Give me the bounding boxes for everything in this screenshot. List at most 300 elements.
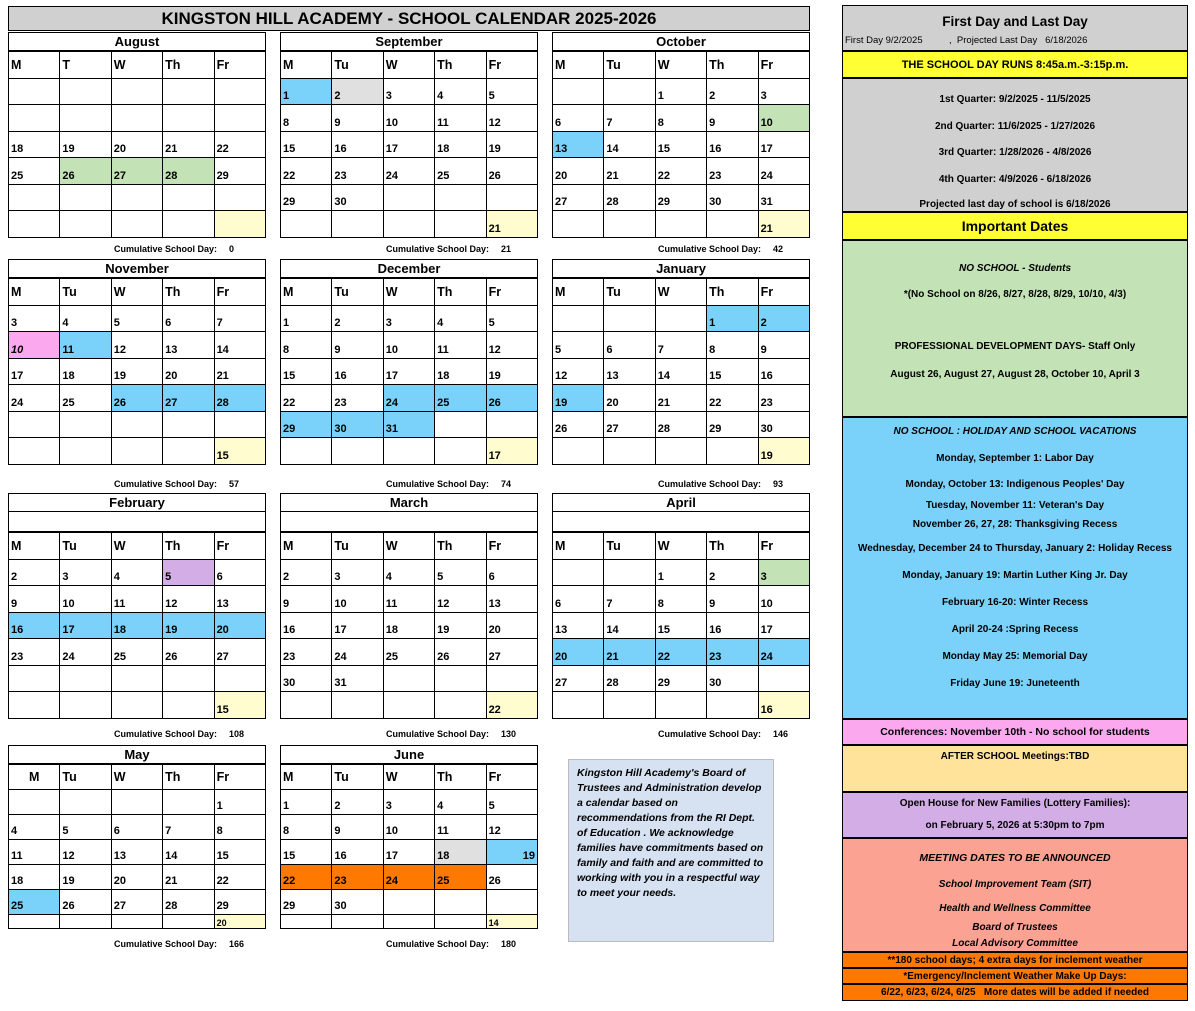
weekday-header: T xyxy=(60,52,111,79)
day-cell: 17 xyxy=(332,612,383,639)
day-cell xyxy=(383,692,434,719)
day-cell: 17 xyxy=(60,612,111,639)
day-cell: 28 xyxy=(214,385,265,412)
day-cell: 26 xyxy=(60,158,111,185)
weekday-header: W xyxy=(383,52,434,79)
day-cell: 8 xyxy=(281,332,332,359)
day-cell: 9 xyxy=(332,332,383,359)
week-row xyxy=(9,211,266,238)
day-cell: 11 xyxy=(111,586,162,613)
day-cell: 18 xyxy=(435,131,486,158)
day-cell xyxy=(604,78,655,105)
day-cell xyxy=(604,305,655,332)
day-cell: 9 xyxy=(9,586,60,613)
monthly-day-count: 19 xyxy=(758,438,809,465)
open-house-line-2: on February 5, 2026 at 5:30pm to 7pm xyxy=(925,820,1105,831)
day-cell xyxy=(60,105,111,132)
week-row xyxy=(281,612,538,639)
weekday-header: Fr xyxy=(758,52,809,79)
day-cell xyxy=(111,411,162,438)
day-cell: 31 xyxy=(332,665,383,692)
day-cell xyxy=(383,915,434,929)
day-cell: 2 xyxy=(707,559,758,586)
cumulative-value: 166 xyxy=(229,939,245,949)
day-cell: 23 xyxy=(281,639,332,666)
day-cell: 4 xyxy=(435,790,486,815)
week-row xyxy=(281,790,538,815)
day-cell: 21 xyxy=(163,131,214,158)
week-row xyxy=(281,840,538,865)
day-cell: 17 xyxy=(383,358,434,385)
weekday-header: Fr xyxy=(486,533,537,560)
day-cell: 25 xyxy=(9,890,60,915)
day-cell xyxy=(655,305,706,332)
day-cell: 27 xyxy=(486,639,537,666)
day-cell: 28 xyxy=(655,411,706,438)
day-cell: 22 xyxy=(707,385,758,412)
day-cell: 9 xyxy=(707,105,758,132)
meeting-item: Local Advisory Committee xyxy=(952,938,1078,949)
week-row xyxy=(553,411,810,438)
month-name: October xyxy=(552,32,810,51)
day-cell: 22 xyxy=(655,639,706,666)
weekday-header: Th xyxy=(163,279,214,306)
day-cell: 17 xyxy=(758,612,809,639)
holiday-item: Monday May 25: Memorial Day xyxy=(942,651,1088,662)
week-row xyxy=(553,305,810,332)
day-cell: 2 xyxy=(332,305,383,332)
projected-last-day: Projected last day of school is 6/18/2026 xyxy=(919,199,1111,210)
day-cell xyxy=(435,211,486,238)
day-cell: 29 xyxy=(214,158,265,185)
day-cell xyxy=(111,790,162,815)
day-cell: 9 xyxy=(707,586,758,613)
weekday-header: Tu xyxy=(332,533,383,560)
weekday-header: Fr xyxy=(758,279,809,306)
day-cell: 16 xyxy=(707,612,758,639)
cumulative-school-days xyxy=(658,244,783,254)
meetings-title: MEETING DATES TO BE ANNOUNCED xyxy=(919,852,1111,864)
week-row xyxy=(281,438,538,465)
day-cell: 24 xyxy=(383,865,434,890)
weekday-header-row xyxy=(9,52,266,79)
no-school-students-dates: *(No School on 8/26, 8/27, 8/28, 8/29, 10/10, 4/3) xyxy=(903,289,1127,300)
pd-days-dates: August 26, August 27, August 28, October 10, April 3 xyxy=(890,369,1140,380)
day-cell: 22 xyxy=(655,158,706,185)
day-cell: 11 xyxy=(9,840,60,865)
weekday-header: M xyxy=(553,279,604,306)
quarter-1: 1st Quarter: 9/2/2025 - 11/5/2025 xyxy=(939,94,1091,105)
cumulative-school-days xyxy=(114,244,234,254)
cumulative-school-days xyxy=(114,479,239,489)
day-cell: 21 xyxy=(604,639,655,666)
day-cell: 28 xyxy=(163,158,214,185)
holiday-item: February 16-20: Winter Recess xyxy=(941,597,1089,608)
day-cell: 12 xyxy=(435,586,486,613)
day-cell xyxy=(60,790,111,815)
day-cell xyxy=(655,438,706,465)
day-cell: 15 xyxy=(655,131,706,158)
cumulative-school-days xyxy=(386,479,511,489)
day-cell: 27 xyxy=(553,665,604,692)
month-grid xyxy=(8,532,266,719)
conferences-box: Conferences: November 10th - No school for students xyxy=(842,719,1188,745)
month-grid xyxy=(552,532,810,719)
week-row xyxy=(281,184,538,211)
weekday-header-row xyxy=(281,279,538,306)
day-cell xyxy=(111,211,162,238)
holiday-item: Friday June 19: Juneteenth xyxy=(950,678,1080,689)
day-cell: 4 xyxy=(435,78,486,105)
cumulative-value: 42 xyxy=(773,244,784,254)
month-june xyxy=(280,745,538,929)
week-row xyxy=(9,815,266,840)
day-cell xyxy=(281,211,332,238)
day-cell xyxy=(9,184,60,211)
day-cell xyxy=(758,665,809,692)
day-cell: 28 xyxy=(604,665,655,692)
day-cell: 21 xyxy=(163,865,214,890)
weekday-header: W xyxy=(655,533,706,560)
weekday-header: Tu xyxy=(332,765,383,790)
day-cell: 20 xyxy=(214,612,265,639)
quarter-3: 3rd Quarter: 1/28/2026 - 4/8/2026 xyxy=(938,147,1092,158)
cumulative-label: Cumulative School Day: xyxy=(114,479,218,489)
week-row xyxy=(9,840,266,865)
day-cell: 24 xyxy=(383,385,434,412)
weekday-header: M xyxy=(281,279,332,306)
day-cell: 22 xyxy=(214,865,265,890)
week-row xyxy=(9,692,266,719)
day-cell: 22 xyxy=(281,865,332,890)
day-cell: 4 xyxy=(111,559,162,586)
day-cell: 12 xyxy=(553,358,604,385)
week-row xyxy=(9,385,266,412)
day-cell: 24 xyxy=(758,639,809,666)
weekday-header: Fr xyxy=(214,279,265,306)
month-august xyxy=(8,32,266,238)
day-cell: 10 xyxy=(758,105,809,132)
day-cell xyxy=(553,438,604,465)
day-cell: 13 xyxy=(214,586,265,613)
day-cell: 29 xyxy=(655,665,706,692)
day-cell: 27 xyxy=(163,385,214,412)
weekday-header: Th xyxy=(707,279,758,306)
weekday-header: M xyxy=(281,52,332,79)
week-row xyxy=(281,105,538,132)
day-cell: 3 xyxy=(383,78,434,105)
day-cell: 15 xyxy=(281,840,332,865)
day-cell: 18 xyxy=(435,358,486,385)
day-cell: 10 xyxy=(758,586,809,613)
day-cell: 8 xyxy=(281,105,332,132)
month-name: December xyxy=(280,259,538,278)
weekday-header: M xyxy=(9,533,60,560)
weekday-header: Th xyxy=(163,533,214,560)
month-november xyxy=(8,259,266,465)
week-row xyxy=(281,639,538,666)
week-row xyxy=(9,865,266,890)
month-january xyxy=(552,259,810,465)
month-name: January xyxy=(552,259,810,278)
week-row xyxy=(281,411,538,438)
day-cell xyxy=(60,411,111,438)
day-cell xyxy=(60,665,111,692)
day-cell: 20 xyxy=(486,612,537,639)
day-cell: 31 xyxy=(758,184,809,211)
day-cell: 24 xyxy=(332,639,383,666)
day-cell: 6 xyxy=(214,559,265,586)
week-row xyxy=(281,586,538,613)
first-last-line: First Day 9/2/2025 , Projected Last Day 6/18/2026 xyxy=(845,35,1088,46)
day-cell: 8 xyxy=(281,815,332,840)
month-grid xyxy=(280,51,538,238)
week-row xyxy=(9,332,266,359)
day-cell: 6 xyxy=(163,305,214,332)
day-cell: 30 xyxy=(281,665,332,692)
day-cell: 10 xyxy=(383,105,434,132)
day-cell: 9 xyxy=(332,815,383,840)
weekday-header: M xyxy=(9,279,60,306)
week-row xyxy=(9,305,266,332)
day-cell: 19 xyxy=(553,385,604,412)
monthly-day-count: 21 xyxy=(758,211,809,238)
weekday-header-row xyxy=(9,533,266,560)
day-cell: 17 xyxy=(758,131,809,158)
weekday-header-row xyxy=(281,765,538,790)
weekday-header: Fr xyxy=(214,765,265,790)
footer-note-2: *Emergency/Inclement Weather Make Up Days: xyxy=(842,968,1188,984)
holidays-box xyxy=(842,417,1188,719)
important-dates-header: Important Dates xyxy=(842,212,1188,240)
day-cell: 27 xyxy=(214,639,265,666)
day-cell xyxy=(486,890,537,915)
month-name: August xyxy=(8,32,266,51)
day-cell: 10 xyxy=(60,586,111,613)
day-cell xyxy=(486,411,537,438)
monthly-day-count: 21 xyxy=(486,211,537,238)
day-cell: 7 xyxy=(604,105,655,132)
day-cell xyxy=(707,692,758,719)
day-cell xyxy=(163,692,214,719)
week-row xyxy=(9,131,266,158)
day-cell xyxy=(281,692,332,719)
weekday-header: Tu xyxy=(60,533,111,560)
day-cell: 20 xyxy=(111,131,162,158)
day-cell: 14 xyxy=(655,358,706,385)
day-cell: 15 xyxy=(655,612,706,639)
day-cell: 7 xyxy=(214,305,265,332)
day-cell: 30 xyxy=(758,411,809,438)
cumulative-school-days xyxy=(386,244,511,254)
day-cell: 29 xyxy=(281,184,332,211)
month-name: May xyxy=(8,745,266,764)
week-row xyxy=(9,105,266,132)
weekday-header-row xyxy=(9,279,266,306)
weekday-header: Th xyxy=(435,52,486,79)
day-cell xyxy=(111,438,162,465)
day-cell: 3 xyxy=(383,790,434,815)
day-cell: 26 xyxy=(486,385,537,412)
day-cell: 20 xyxy=(553,158,604,185)
cumulative-value: 74 xyxy=(501,479,512,489)
day-cell: 12 xyxy=(486,332,537,359)
day-cell: 15 xyxy=(281,358,332,385)
day-cell xyxy=(60,915,111,929)
weekday-header: Tu xyxy=(604,533,655,560)
cumulative-label: Cumulative School Day: xyxy=(386,939,490,949)
day-cell: 25 xyxy=(435,158,486,185)
week-row xyxy=(553,105,810,132)
day-cell: 3 xyxy=(9,305,60,332)
day-cell: 11 xyxy=(383,586,434,613)
week-row xyxy=(9,559,266,586)
week-row xyxy=(281,305,538,332)
week-row xyxy=(9,78,266,105)
cumulative-label: Cumulative School Day: xyxy=(658,479,762,489)
weekday-header: Fr xyxy=(214,52,265,79)
day-cell xyxy=(553,78,604,105)
day-cell: 2 xyxy=(332,790,383,815)
day-cell xyxy=(435,665,486,692)
cumulative-value: 57 xyxy=(229,479,240,489)
day-cell: 1 xyxy=(281,790,332,815)
day-cell: 5 xyxy=(486,305,537,332)
day-cell: 5 xyxy=(435,559,486,586)
day-cell xyxy=(9,78,60,105)
month-name: February xyxy=(8,493,266,512)
day-cell: 11 xyxy=(60,332,111,359)
day-cell: 29 xyxy=(281,411,332,438)
day-cell: 17 xyxy=(383,840,434,865)
open-house-box xyxy=(842,792,1188,838)
day-cell xyxy=(9,411,60,438)
cumulative-school-days xyxy=(114,729,244,739)
day-cell: 26 xyxy=(111,385,162,412)
day-cell: 13 xyxy=(486,586,537,613)
day-cell xyxy=(163,790,214,815)
weekday-header: M xyxy=(553,533,604,560)
cumulative-school-days xyxy=(114,939,244,949)
holiday-item: November 26, 27, 28: Thanksgiving Recess xyxy=(912,519,1118,530)
weekday-header-row xyxy=(9,765,266,790)
day-cell: 4 xyxy=(60,305,111,332)
no-school-students-title: NO SCHOOL - Students xyxy=(958,263,1072,274)
day-cell: 26 xyxy=(435,639,486,666)
cumulative-label: Cumulative School Day: xyxy=(658,244,762,254)
weekday-header: Th xyxy=(707,533,758,560)
weekday-header-row xyxy=(553,533,810,560)
week-row xyxy=(281,692,538,719)
day-cell xyxy=(214,411,265,438)
day-cell: 19 xyxy=(435,612,486,639)
weekday-header-row xyxy=(553,52,810,79)
day-cell: 16 xyxy=(281,612,332,639)
day-cell: 8 xyxy=(655,105,706,132)
day-cell xyxy=(707,211,758,238)
day-cell xyxy=(435,915,486,929)
month-name: March xyxy=(280,493,538,512)
week-row xyxy=(281,211,538,238)
day-cell xyxy=(604,559,655,586)
week-row xyxy=(553,332,810,359)
week-row xyxy=(553,438,810,465)
pd-days-title: PROFESSIONAL DEVELOPMENT DAYS- Staff Only xyxy=(894,341,1136,352)
meeting-item: Health and Wellness Committee xyxy=(939,903,1091,914)
day-cell: 1 xyxy=(655,78,706,105)
week-row xyxy=(553,559,810,586)
day-cell xyxy=(111,665,162,692)
weekday-header: Th xyxy=(163,765,214,790)
day-cell: 3 xyxy=(60,559,111,586)
meeting-item: Board of Trustees xyxy=(972,922,1058,933)
day-cell: 29 xyxy=(214,890,265,915)
cumulative-value: 108 xyxy=(229,729,245,739)
day-cell: 23 xyxy=(9,639,60,666)
day-cell: 27 xyxy=(553,184,604,211)
day-cell: 18 xyxy=(9,865,60,890)
cumulative-value: 93 xyxy=(773,479,784,489)
day-cell: 16 xyxy=(332,840,383,865)
week-row xyxy=(553,639,810,666)
weekday-header: Fr xyxy=(758,533,809,560)
day-cell: 23 xyxy=(758,385,809,412)
day-cell: 2 xyxy=(758,305,809,332)
week-row xyxy=(281,865,538,890)
first-last-day-box xyxy=(842,5,1188,51)
day-cell: 14 xyxy=(604,131,655,158)
weekday-header: W xyxy=(111,765,162,790)
day-cell: 28 xyxy=(604,184,655,211)
day-cell: 23 xyxy=(707,158,758,185)
week-row xyxy=(553,184,810,211)
cumulative-value: 146 xyxy=(773,729,789,739)
day-cell: 14 xyxy=(214,332,265,359)
day-cell: 6 xyxy=(111,815,162,840)
holiday-item: Monday, September 1: Labor Day xyxy=(936,453,1094,464)
day-cell xyxy=(214,105,265,132)
day-cell xyxy=(9,915,60,929)
day-cell: 1 xyxy=(281,78,332,105)
day-cell: 20 xyxy=(111,865,162,890)
calendar-title: KINGSTON HILL ACADEMY - SCHOOL CALENDAR 2025-2026 xyxy=(8,6,810,31)
day-cell: 7 xyxy=(655,332,706,359)
cumulative-label: Cumulative School Day: xyxy=(386,479,490,489)
day-cell xyxy=(553,211,604,238)
day-cell: 24 xyxy=(383,158,434,185)
day-cell: 25 xyxy=(435,385,486,412)
board-note: Kingston Hill Academy's Board of Trustees and Administration develop a calendar based on recommendations from the RI Dept. of Education . We acknowledge families have commitments based on family and faith and are committed to working with you in a respectful way to meet your needs. xyxy=(568,759,774,942)
day-cell xyxy=(9,105,60,132)
day-cell: 13 xyxy=(604,358,655,385)
day-cell: 6 xyxy=(553,105,604,132)
day-cell: 9 xyxy=(332,105,383,132)
weekday-header: Th xyxy=(163,52,214,79)
weekday-header: Th xyxy=(435,279,486,306)
weekday-header: Fr xyxy=(214,533,265,560)
week-row xyxy=(281,815,538,840)
weekday-header: M xyxy=(281,533,332,560)
meetings-box xyxy=(842,838,1188,952)
day-cell xyxy=(332,438,383,465)
day-cell xyxy=(332,692,383,719)
weekday-header: W xyxy=(655,52,706,79)
day-cell xyxy=(435,184,486,211)
day-cell: 12 xyxy=(111,332,162,359)
month-spacer xyxy=(552,512,810,532)
day-cell xyxy=(383,438,434,465)
day-cell: 13 xyxy=(553,612,604,639)
